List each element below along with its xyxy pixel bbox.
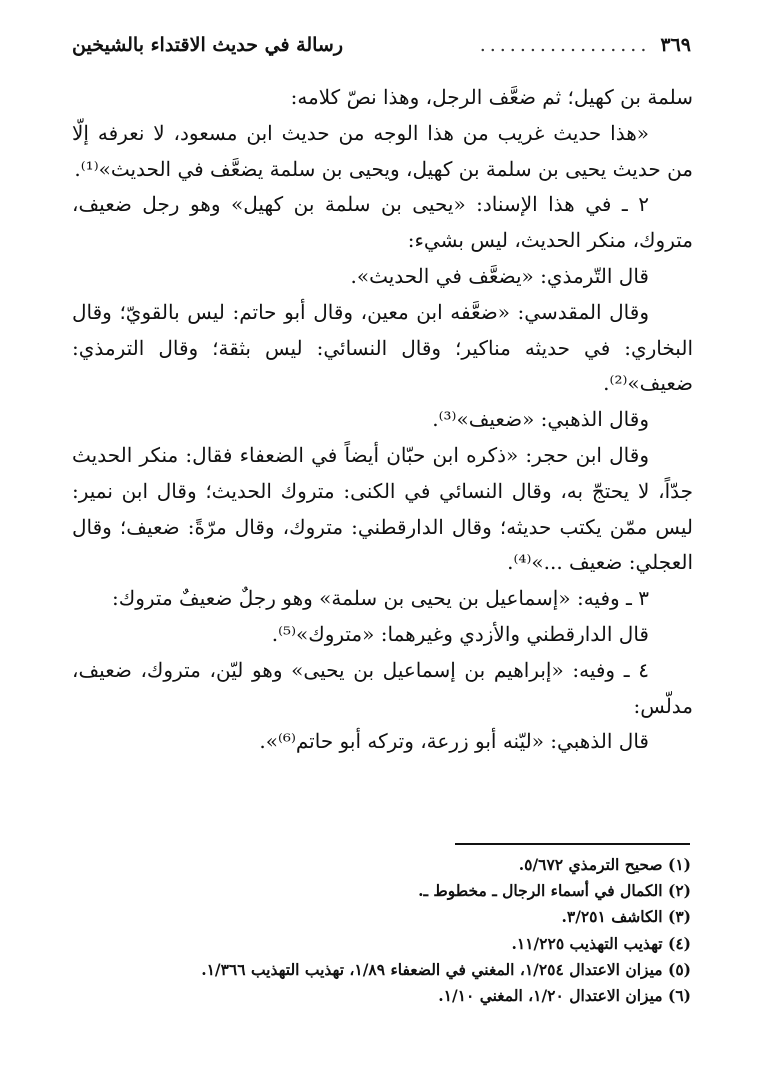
paragraph: ٣ ـ وفيه: «إسماعيل بن يحيى بن سلمة» وهو رجلٌ ضعيفٌ متروك: bbox=[112, 586, 649, 611]
header-leader-dots: ................. bbox=[479, 34, 651, 56]
footnote: (٢) الكمال في أسماء الرجال ـ مخطوط ـ. bbox=[418, 881, 691, 901]
paragraph: سلمة بن كهيل؛ ثم ضعَّف الرجل، وهذا نصّ كلامه: bbox=[290, 85, 693, 109]
paragraph: «هذا حديث غريب من هذا الوجه من حديث ابن مسعود، لا نعرفه إلّا من حديث يحيى بن سلمة بن كهيل، ويحيى بن سلمة يضعَّف في الحديث»⁽¹⁾. bbox=[72, 120, 693, 181]
paragraph: قال الدارقطني والأزدي وغيرهما: «متروك»⁽⁵⁾. bbox=[271, 621, 649, 646]
footnotes bbox=[72, 852, 691, 1009]
paragraph: وقال ابن حجر: «ذكره ابن حبّان أيضاً في الضعفاء فقال: منكر الحديث جدّاً، لا يحتجّ به، وقال النسائي في الكنى: متروك الحديث؛ وقال ابن نمير: ليس ممّن يكتب حديثه؛ وقال الدارقطني: متروك، وقال مرّةً: ضعيف؛ وقال العجلي: ضعيف ...»⁽⁴⁾. bbox=[72, 442, 693, 575]
footnote: (٥) ميزان الاعتدال ١/٢٥٤، المغني في الضعفاء ١/٨٩، تهذيب التهذيب ١/٣٦٦. bbox=[201, 959, 691, 979]
footnote-separator bbox=[455, 843, 690, 845]
page-number: ٣٦٩ bbox=[660, 34, 691, 56]
paragraph: ٤ ـ وفيه: «إبراهيم بن إسماعيل بن يحيى» وهو ليّن، متروك، ضعيف، مدلّس: bbox=[72, 657, 693, 718]
footnote: (٤) تهذيب التهذيب ١١/٢٢٥. bbox=[511, 933, 691, 953]
paragraph: ٢ ـ في هذا الإسناد: «يحيى بن سلمة بن كهيل» وهو رجل ضعيف، متروك، منكر الحديث، ليس بشيء: bbox=[72, 192, 693, 253]
paragraph: قال التّرمذي: «يضعَّف في الحديث». bbox=[350, 263, 649, 288]
main-text bbox=[72, 80, 693, 760]
paragraph: قال الذهبي: «ليّنه أبو زرعة، وتركه أبو حاتم⁽⁶⁾». bbox=[259, 729, 649, 754]
footnote: (٣) الكاشف ٣/٢٥١. bbox=[561, 907, 691, 927]
paragraph: وقال المقدسي: «ضعَّفه ابن معين، وقال أبو حاتم: ليس بالقويّ؛ وقال البخاري: في حديثه مناكير؛ وقال النسائي: ليس بثقة؛ وقال الترمذي: ضعيف»⁽²⁾. bbox=[72, 299, 693, 396]
running-title: رسالة في حديث الاقتداء بالشيخين bbox=[72, 34, 344, 56]
paragraph: وقال الذهبي: «ضعيف»⁽³⁾. bbox=[432, 407, 649, 432]
running-header bbox=[72, 30, 691, 60]
footnote: (١) صحيح الترمذي ٥/٦٧٢. bbox=[518, 855, 691, 874]
footnote: (٦) ميزان الاعتدال ١/٢٠، المغني ١/١٠. bbox=[438, 986, 691, 1006]
